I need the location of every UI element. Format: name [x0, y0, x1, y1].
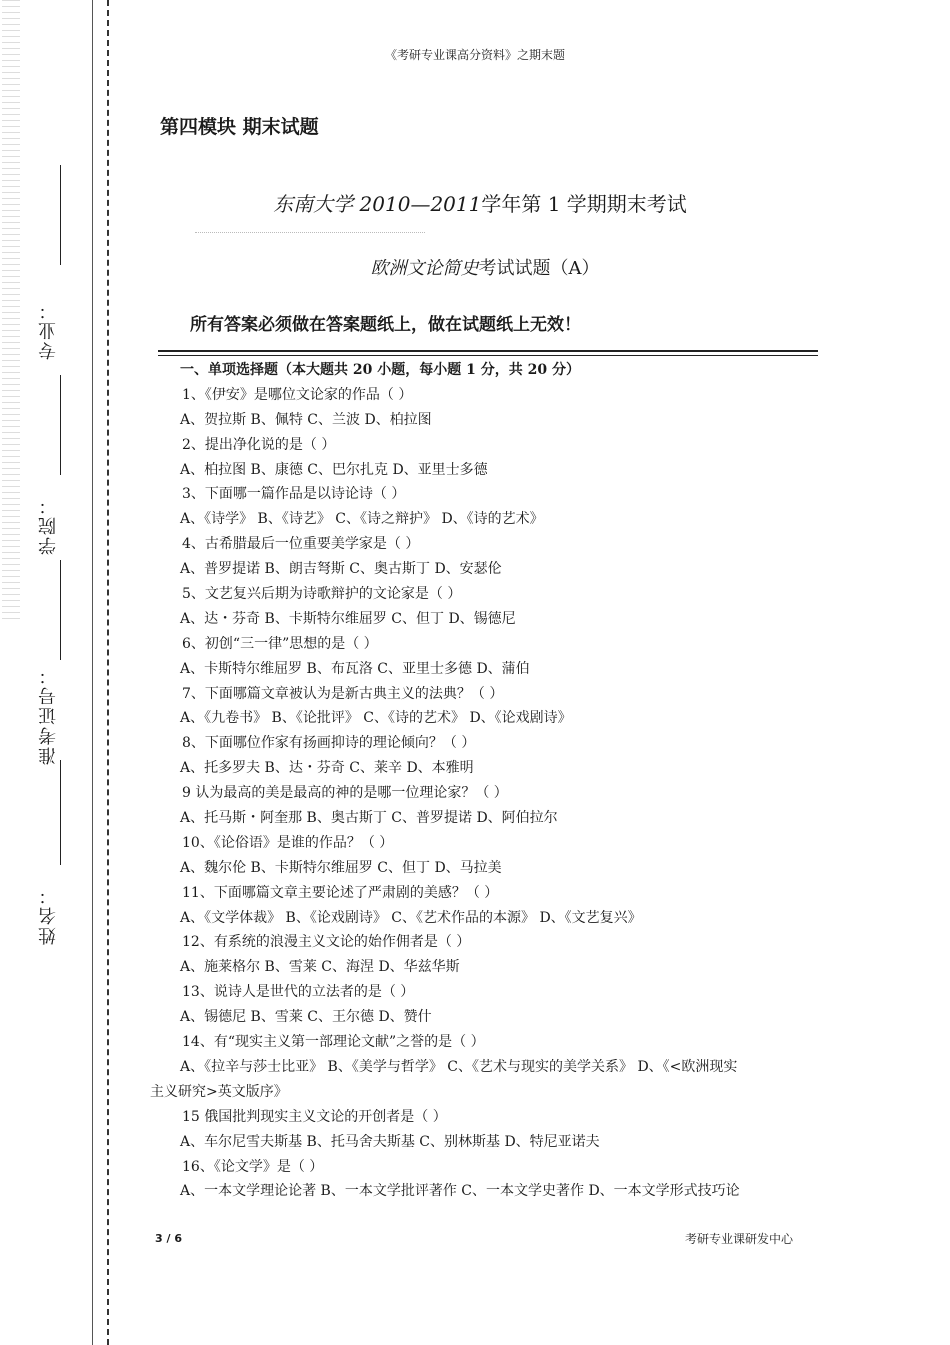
answer-options: A、一本文学理论论著 B、一本文学批评著作 C、一本文学史著作 D、一本文学形式技巧论	[180, 1183, 740, 1200]
name-fill-line	[60, 760, 61, 865]
section-divider-thick	[158, 350, 818, 352]
section-divider-thin	[158, 355, 818, 356]
question-stem: 16、《论文学》是（ ）	[182, 1158, 324, 1175]
exam-title	[0, 188, 950, 217]
question-stem: 13、说诗人是世代的立法者的是（ ）	[182, 984, 415, 1001]
question-stem: 3、下面哪一篇作品是以诗论诗（ ）	[182, 486, 406, 503]
answer-options: A、魏尔伦 B、卡斯特尔维屈罗 C、但丁 D、马拉美	[180, 859, 502, 876]
answer-options: A、《拉辛与莎士比亚》 B、《美学与哲学》 C、《艺术与现实的美学关系》 D、《<欧洲现实	[180, 1058, 738, 1075]
major-label: 专业：	[38, 300, 59, 360]
question-list	[150, 358, 820, 1204]
answer-options: A、托多罗夫 B、达・芬奇 C、莱辛 D、本雅明	[180, 760, 474, 777]
answer-options: A、车尔尼雪夫斯基 B、托马舍夫斯基 C、别林斯基 D、特尼亚诺夫	[180, 1133, 600, 1150]
faint-scan-line	[195, 232, 425, 233]
section-heading: 一、单项选择题（本大题共 20 小题，每小题 1 分，共 20 分）	[180, 362, 580, 378]
answer-options: A、达・芬奇 B、卡斯特尔维屈罗 C、但丁 D、锡德尼	[180, 610, 516, 627]
college-fill-line	[60, 375, 61, 475]
answer-options: A、《九卷书》 B、《论批评》 C、《诗的艺术》 D、《论戏剧诗》	[180, 710, 572, 727]
exam-id-fill-line	[60, 560, 61, 660]
question-stem: 9 认为最高的美是最高的神的是哪一位理论家？（ ）	[182, 785, 508, 802]
running-header: 《考研专业课高分资料》之期末题	[384, 48, 565, 62]
question-stem: 11、下面哪篇文章主要论述了严肃剧的美感？（ ）	[182, 884, 499, 901]
question-stem: 8、下面哪位作家有扬画抑诗的理论倾向？（ ）	[182, 735, 476, 752]
answer-options: 主义研究>英文版序》	[150, 1083, 288, 1100]
answer-options: A、锡德尼 B、雪莱 C、王尔德 D、赞什	[180, 1009, 432, 1026]
question-stem: 14、有“现实主义第一部理论文献”之誉的是（ ）	[182, 1034, 485, 1051]
answer-options: A、《文学体裁》 B、《论戏剧诗》 C、《艺术作品的本源》 D、《文艺复兴》	[180, 909, 642, 926]
name-label: 姓名：	[38, 885, 59, 945]
answer-notice: 所有答案必须做在答案题纸上，做在试题纸上无效！	[190, 315, 581, 335]
answer-options: A、施莱格尔 B、雪莱 C、海涅 D、华兹华斯	[180, 959, 460, 976]
subject-name: 欧洲文论简史	[370, 258, 479, 279]
answer-options: A、卡斯特尔维屈罗 B、布瓦洛 C、亚里士多德 D、蒲伯	[180, 660, 530, 677]
answer-options: A、柏拉图 B、康德 C、巴尔扎克 D、亚里士多德	[180, 461, 488, 478]
question-stem: 4、古希腊最后一位重要美学家是（ ）	[182, 536, 420, 553]
exam-title-school-years: 东南大学 2010—2011	[273, 192, 482, 216]
exam-title-term: 学年第 1 学期期末考试	[481, 192, 687, 216]
question-stem: 6、初创“三一律”思想的是（ ）	[182, 635, 378, 652]
question-stem: 10、《论俗语》是谁的作品？（ ）	[182, 834, 394, 851]
question-stem: 15 俄国批判现实主义文论的开创者是（ ）	[182, 1108, 447, 1125]
question-stem: 1、《伊安》是哪位文论家的作品（ ）	[182, 386, 413, 403]
question-stem: 12、有系统的浪漫主义文论的始作佣者是（ ）	[182, 934, 471, 951]
scan-edge-artifact	[2, 0, 20, 620]
footer-publisher: 考研专业课研发中心	[685, 1232, 794, 1246]
exam-id-label: 准考证号：	[38, 665, 59, 765]
answer-options: A、普罗提诺 B、朗吉弩斯 C、奥古斯丁 D、安瑟伦	[180, 561, 502, 578]
question-stem: 2、提出净化说的是（ ）	[182, 436, 336, 453]
answer-options: A、托马斯・阿奎那 B、奥古斯丁 C、普罗提诺 D、阿伯拉尔	[180, 810, 558, 827]
answer-options: A、《诗学》 B、《诗艺》 C、《诗之辩护》 D、《诗的艺术》	[180, 511, 544, 528]
question-stem: 5、文艺复兴后期为诗歌辩护的文论家是（ ）	[182, 586, 462, 603]
answer-options: A、贺拉斯 B、佩特 C、兰波 D、柏拉图	[180, 411, 432, 428]
page-number: 3 / 6	[155, 1232, 182, 1245]
subject-title	[0, 254, 950, 280]
question-stem: 7、下面哪篇文章被认为是新古典主义的法典？（ ）	[182, 685, 504, 702]
subject-paper: 考试试题（A）	[478, 258, 600, 279]
module-title: 第四模块 期末试题	[160, 116, 319, 138]
college-label: 学院：	[38, 495, 59, 555]
